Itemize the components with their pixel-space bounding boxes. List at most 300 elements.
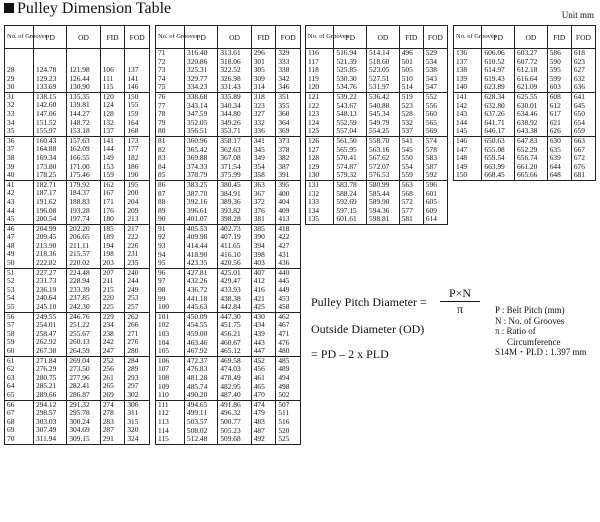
cell-od: 322.52: [218, 66, 251, 75]
cell-od: 326.98: [218, 75, 251, 84]
cell-fid: 434: [251, 321, 276, 330]
cell-fid: 461: [251, 374, 276, 383]
cell-fod: 480: [276, 347, 301, 356]
cell-fid: 568: [399, 190, 423, 199]
formula-denominator: π: [456, 302, 464, 316]
cell-fod: 413: [276, 215, 301, 224]
cell-fid: 648: [547, 171, 571, 180]
cell-fid: 537: [399, 127, 423, 136]
cell-ng: 94: [156, 251, 185, 260]
cell-ng: 104: [156, 339, 185, 348]
cell-ng: 90: [156, 215, 185, 224]
cell-ng: 42: [5, 189, 34, 198]
cell-pd: 632.80: [482, 102, 515, 111]
cell-ng: 120: [306, 83, 334, 92]
legend-pi-cont: Circumference: [507, 336, 561, 347]
cell-pd: 182.71: [34, 180, 67, 189]
cell-pd: 311.94: [34, 435, 67, 444]
table-row: [5, 127, 150, 136]
cell-fid: 124: [100, 101, 125, 110]
cell-fod: 168: [125, 127, 150, 136]
cell-pd: 588.24: [334, 190, 367, 199]
cell-fod: 284: [125, 356, 150, 365]
cell-fod: 173: [125, 136, 150, 145]
cell-ng: 57: [5, 321, 34, 330]
cell-fid: 603: [547, 83, 571, 92]
cell-pd: 467.92: [185, 347, 218, 356]
cell-fod: 186: [125, 163, 150, 172]
cell-od: 246.76: [67, 312, 100, 321]
header-fid: FID: [251, 26, 276, 49]
cell-od: 460.67: [218, 339, 251, 348]
cell-ng: 32: [5, 101, 34, 110]
cell-fod: 351: [276, 92, 301, 101]
cell-pd: 129.23: [34, 75, 67, 84]
cell-ng: 118: [306, 66, 334, 75]
cell-od: 224.48: [67, 268, 100, 277]
cell-od: 451.75: [218, 321, 251, 330]
cell-pd: 476.83: [185, 365, 218, 374]
cell-fid: 541: [399, 136, 423, 145]
cell-pd: 227.27: [34, 268, 67, 277]
cell-fod: 556: [423, 102, 447, 111]
cell-fod: 672: [571, 154, 595, 163]
cell-fid: 416: [251, 286, 276, 295]
cell-pd: 521.39: [334, 58, 367, 67]
cell-od: 456.21: [218, 330, 251, 339]
cell-od: 349.26: [218, 119, 251, 128]
cell-fid: 559: [399, 171, 423, 180]
cell-pd: 169.34: [34, 154, 67, 163]
cell-fod: 276: [125, 338, 150, 347]
header-pd: PD: [482, 26, 515, 49]
cell-od: 197.74: [67, 215, 100, 224]
cell-ng: 69: [5, 426, 34, 435]
cell-pd: 423.35: [185, 259, 218, 268]
cell-fod: 404: [276, 198, 301, 207]
cell-ng: 30: [5, 83, 34, 92]
header-fid: FID: [399, 26, 423, 49]
cell-pd: 401.07: [185, 215, 218, 224]
cell-pd: 543.67: [334, 102, 367, 111]
cell-fid: 358: [251, 171, 276, 180]
cell-fod: 458: [276, 303, 301, 312]
cell-fod: 676: [571, 163, 595, 172]
cell-fod: 485: [276, 356, 301, 365]
cell-od: 228.94: [67, 277, 100, 286]
cell-pd: 262.92: [34, 338, 67, 347]
cell-fid: 207: [100, 268, 125, 277]
cell-fid: 354: [251, 163, 276, 172]
cell-ng: 58: [5, 330, 34, 339]
dimension-table-2: [155, 25, 301, 445]
cell-pd: 245.10: [34, 303, 67, 312]
cell-od: 398.28: [218, 215, 251, 224]
cell-fid: 247: [100, 347, 125, 356]
cell-fod: 306: [125, 400, 150, 409]
cell-ng: 122: [306, 102, 334, 111]
cell-pd: 285.21: [34, 382, 67, 391]
cell-fod: 364: [276, 119, 301, 128]
cell-od: 643.38: [515, 127, 548, 136]
cell-pd: 138.15: [34, 92, 67, 101]
cell-fid: 586: [547, 49, 571, 58]
cell-od: 139.81: [67, 101, 100, 110]
cell-od: 661.20: [515, 163, 548, 172]
cell-fod: 560: [423, 110, 447, 119]
cell-fod: 436: [276, 259, 301, 268]
cell-pd: 236.19: [34, 286, 67, 295]
cell-pd: 249.55: [34, 312, 67, 321]
cell-pd: 539.22: [334, 92, 367, 101]
cell-pd: 623.89: [482, 83, 515, 92]
cell-fod: 654: [571, 119, 595, 128]
cell-fid: 144: [100, 145, 125, 154]
pitch-diameter-label: Pulley Pitch Diameter =: [311, 295, 427, 309]
cell-pd: 164.88: [34, 145, 67, 154]
cell-pd: 240.64: [34, 294, 67, 303]
table-row: [156, 215, 301, 224]
cell-od: 647.83: [515, 136, 548, 145]
cell-od: 309.15: [67, 435, 100, 444]
cell-fod: 552: [423, 92, 447, 101]
cell-ng: 136: [454, 49, 482, 58]
header-ng: No. of Grooves: [306, 26, 334, 49]
cell-od: 465.12: [218, 347, 251, 356]
header-fid: FID: [547, 26, 571, 49]
cell-od: 585.44: [367, 190, 400, 199]
header-od: OD: [67, 26, 100, 49]
cell-od: 184.37: [67, 189, 100, 198]
cell-fod: 618: [571, 49, 595, 58]
cell-od: 393.82: [218, 207, 251, 216]
cell-fod: 614: [423, 215, 447, 224]
cell-od: 260.13: [67, 338, 100, 347]
cell-fid: 341: [251, 136, 276, 145]
cell-od: 598.81: [367, 215, 400, 224]
cell-pd: 218.36: [34, 250, 67, 259]
cell-ng: 54: [5, 294, 34, 303]
cell-ng: 76: [156, 92, 185, 101]
cell-pd: 525.85: [334, 66, 367, 75]
cell-fid: 314: [251, 83, 276, 92]
cell-pd: 557.04: [334, 127, 367, 136]
cell-ng: 77: [156, 102, 185, 111]
cell-od: 425.01: [218, 268, 251, 277]
cell-od: 536.42: [367, 92, 400, 101]
cell-pd: 454.55: [185, 321, 218, 330]
cell-fid: 599: [547, 75, 571, 84]
cell-fid: 242: [100, 338, 125, 347]
cell-pd: 490.20: [185, 391, 218, 400]
cell-pd: 570.41: [334, 154, 367, 163]
cell-ng: 87: [156, 190, 185, 199]
cell-fod: 525: [276, 435, 301, 444]
cell-fod: 391: [276, 171, 301, 180]
cell-fod: 587: [423, 163, 447, 172]
dimension-table-1: [4, 25, 150, 445]
cell-fod: 395: [276, 180, 301, 189]
cell-pd: 494.65: [185, 400, 218, 409]
cell-od: 567.62: [367, 154, 400, 163]
cell-pd: 485.74: [185, 383, 218, 392]
cell-ng: 79: [156, 119, 185, 128]
cell-fid: 487: [251, 427, 276, 436]
cell-od: 509.68: [218, 435, 251, 444]
cell-pd: 294.12: [34, 400, 67, 409]
cell-fod: 596: [423, 180, 447, 189]
cell-od: 527.51: [367, 75, 400, 84]
cell-fid: 572: [399, 198, 423, 207]
cell-od: 251.22: [67, 321, 100, 330]
cell-ng: 63: [5, 374, 34, 383]
cell-fid: 630: [547, 136, 571, 145]
cell-od: 166.55: [67, 154, 100, 163]
cell-fod: 440: [276, 268, 301, 277]
cell-pd: 383.25: [185, 180, 218, 189]
cell-fod: 333: [276, 58, 301, 67]
cell-od: 206.65: [67, 233, 100, 242]
header-od: OD: [218, 26, 251, 49]
cell-pd: 200.54: [34, 215, 67, 224]
table-row: [5, 391, 150, 400]
cell-ng: 132: [306, 190, 334, 199]
cell-fid: 545: [399, 146, 423, 155]
cell-od: 603.27: [515, 49, 548, 58]
cell-ng: 129: [306, 163, 334, 172]
cell-od: 220.02: [67, 259, 100, 268]
cell-fod: 663: [571, 136, 595, 145]
cell-fod: 297: [125, 382, 150, 391]
cell-od: 411.65: [218, 242, 251, 251]
cell-ng: 114: [156, 427, 185, 436]
cell-ng: 68: [5, 418, 34, 427]
cell-od: 188.83: [67, 198, 100, 207]
cell-fod: 177: [125, 145, 150, 154]
cell-ng: 124: [306, 119, 334, 128]
table-row: [454, 171, 596, 180]
cell-fid: 550: [399, 154, 423, 163]
cell-pd: 503.57: [185, 418, 218, 427]
cell-fod: 578: [423, 146, 447, 155]
cell-od: 429.47: [218, 277, 251, 286]
cell-ng: 52: [5, 277, 34, 286]
cell-od: 179.92: [67, 180, 100, 189]
cell-fid: 505: [399, 66, 423, 75]
cell-fod: 659: [571, 127, 595, 136]
cell-ng: 72: [156, 58, 185, 67]
cell-od: 135.35: [67, 92, 100, 101]
cell-fid: 421: [251, 295, 276, 304]
cell-fid: 323: [251, 102, 276, 111]
cell-fod: 190: [125, 171, 150, 180]
header-od: OD: [515, 26, 548, 49]
cell-pd: 378.79: [185, 171, 218, 180]
cell-pd: 343.14: [185, 102, 218, 111]
cell-fod: 382: [276, 154, 301, 163]
cell-od: 344.80: [218, 110, 251, 119]
cell-od: 286.87: [67, 391, 100, 400]
cell-ng: 48: [5, 242, 34, 251]
cell-ng: 110: [156, 391, 185, 400]
cell-fid: 269: [100, 391, 125, 400]
cell-fod: 266: [125, 321, 150, 330]
cell-od: 438.38: [218, 295, 251, 304]
cell-ng: 108: [156, 374, 185, 383]
cell-od: 157.63: [67, 136, 100, 145]
cell-fod: 471: [276, 330, 301, 339]
cell-fod: 418: [276, 224, 301, 233]
cell-pd: 663.99: [482, 163, 515, 172]
cell-od: 572.07: [367, 163, 400, 172]
cell-pd: 254.01: [34, 321, 67, 330]
cell-fod: 534: [423, 58, 447, 67]
cell-fod: 315: [125, 418, 150, 427]
cell-pd: 614.97: [482, 66, 515, 75]
cell-ng: 133: [306, 198, 334, 207]
cell-fid: 159: [100, 171, 125, 180]
cell-pd: 579.32: [334, 171, 367, 180]
cell-ng: 49: [5, 250, 34, 259]
cell-fid: 336: [251, 127, 276, 136]
cell-ng: 95: [156, 259, 185, 268]
cell-fid: 349: [251, 154, 276, 163]
cell-ng: 86: [156, 180, 185, 189]
cell-ng: 146: [454, 136, 482, 145]
legend-pld: S14M・PLD : 1.397 mm: [495, 347, 587, 357]
cell-fid: 309: [251, 75, 276, 84]
cell-ng: 53: [5, 286, 34, 295]
cell-fid: 153: [100, 163, 125, 172]
outside-diameter-label: Outside Diameter (OD): [311, 322, 425, 336]
cell-od: 375.99: [218, 171, 251, 180]
cell-ng: 29: [5, 75, 34, 84]
cell-fid: 132: [100, 119, 125, 128]
cell-pd: 303.03: [34, 418, 67, 427]
cell-fod: 387: [276, 163, 301, 172]
cell-od: 335.89: [218, 92, 251, 101]
cell-fid: 612: [547, 102, 571, 111]
cell-fod: 369: [276, 127, 301, 136]
cell-ng: 115: [156, 435, 185, 444]
cell-fid: 215: [100, 286, 125, 295]
cell-fid: 621: [547, 119, 571, 128]
cell-pd: 650.63: [482, 136, 515, 145]
cell-ng: 82: [156, 146, 185, 155]
cell-fod: 650: [571, 110, 595, 119]
cell-fod: 378: [276, 146, 301, 155]
cell-ng: 88: [156, 198, 185, 207]
cell-fid: 318: [251, 92, 276, 101]
cell-ng: 144: [454, 119, 482, 128]
cell-ng: 101: [156, 312, 185, 321]
cell-pd: 414.44: [185, 242, 218, 251]
cell-od: 126.44: [67, 75, 100, 84]
cell-ng: 62: [5, 365, 34, 374]
cell-fod: 449: [276, 286, 301, 295]
cell-od: 469.58: [218, 356, 251, 365]
table-row: [5, 347, 150, 356]
cell-fod: 431: [276, 251, 301, 260]
cell-ng: 67: [5, 409, 34, 418]
cell-pd: 316.40: [185, 49, 218, 58]
header-pd: PD: [34, 26, 67, 49]
cell-pd: 298.57: [34, 409, 67, 418]
cell-ng: 46: [5, 224, 34, 233]
cell-pd: 512.48: [185, 435, 218, 444]
cell-ng: 74: [156, 75, 185, 84]
cell-fod: 489: [276, 365, 301, 374]
cell-fid: 439: [251, 330, 276, 339]
cell-ng: 31: [5, 92, 34, 101]
cell-fid: 185: [100, 224, 125, 233]
cell-od: 371.54: [218, 163, 251, 172]
cell-od: 554.25: [367, 127, 400, 136]
cell-od: 665.66: [515, 171, 548, 180]
cell-fod: 329: [276, 49, 301, 58]
header-pd: PD: [185, 26, 218, 49]
cell-ng: 117: [306, 58, 334, 67]
cell-od: 594.36: [367, 207, 400, 216]
cell-ng: 40: [5, 171, 34, 180]
cell-pd: 610.52: [482, 58, 515, 67]
cell-fod: 502: [276, 391, 301, 400]
cell-pd: 196.08: [34, 207, 67, 216]
cell-fid: 510: [399, 75, 423, 84]
cell-pd: 280.75: [34, 374, 67, 383]
header-fid: FID: [100, 26, 125, 49]
cell-ng: 131: [306, 180, 334, 189]
cell-pd: 619.43: [482, 75, 515, 84]
cell-fid: 296: [251, 49, 276, 58]
cell-ng: 35: [5, 127, 34, 136]
cell-ng: 145: [454, 127, 482, 136]
cell-od: 563.16: [367, 146, 400, 155]
cell-fid: 327: [251, 110, 276, 119]
cell-od: 130.90: [67, 83, 100, 92]
cell-fod: 627: [571, 66, 595, 75]
cell-ng: 149: [454, 163, 482, 172]
cell-fod: 467: [276, 321, 301, 330]
cell-od: 518.60: [367, 58, 400, 67]
cell-fod: 262: [125, 312, 150, 321]
header-pd: PD: [334, 26, 367, 49]
cell-fod: 280: [125, 347, 150, 356]
cell-ng: 75: [156, 83, 185, 92]
cell-fod: 516: [276, 418, 301, 427]
cell-fid: 345: [251, 146, 276, 155]
cell-fid: 577: [399, 207, 423, 216]
cell-pd: 655.08: [482, 146, 515, 155]
cell-fid: 111: [100, 75, 125, 84]
cell-pd: 405.53: [185, 224, 218, 233]
cell-fid: 479: [251, 409, 276, 418]
cell-pd: 173.80: [34, 163, 67, 172]
cell-pd: 329.77: [185, 75, 218, 84]
cell-ng: 71: [156, 49, 185, 58]
cell-fod: 289: [125, 365, 150, 374]
cell-pd: 387.70: [185, 190, 218, 199]
cell-fid: 563: [399, 180, 423, 189]
cell-pd: 418.90: [185, 251, 218, 260]
cell-fod: 293: [125, 374, 150, 383]
cell-fod: 182: [125, 154, 150, 163]
cell-ng: 139: [454, 75, 482, 84]
cell-ng: 61: [5, 356, 34, 365]
cell-od: 482.95: [218, 383, 251, 392]
cell-fid: 332: [251, 119, 276, 128]
cell-pd: 231.73: [34, 277, 67, 286]
